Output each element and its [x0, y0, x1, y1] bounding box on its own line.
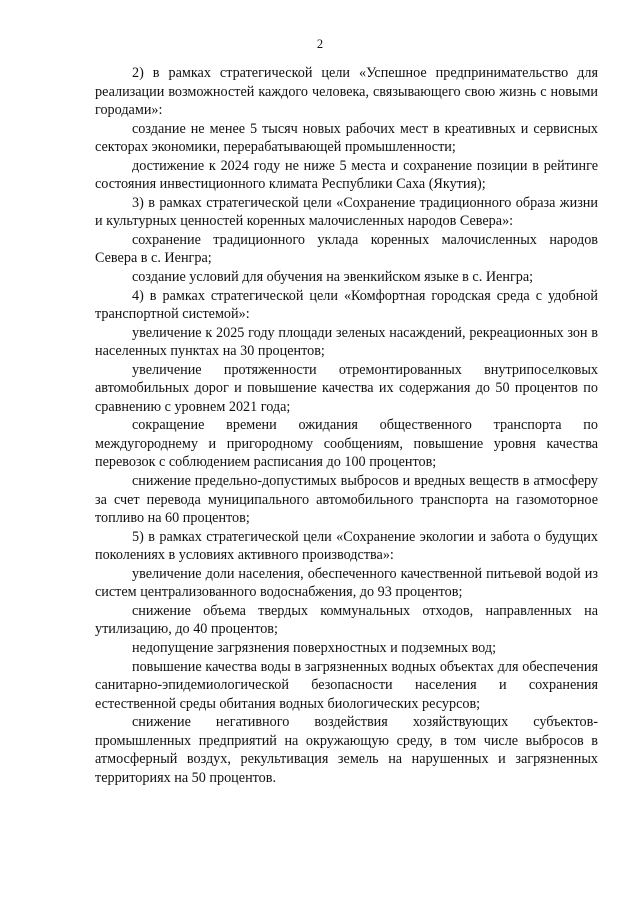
- page-number: 2: [316, 37, 324, 51]
- paragraph-goal-2: 2) в рамках стратегической цели «Успешное предпринимательство для реализации возможностей каждого человека, связывающего свою жизнь с новыми городами»:: [95, 65, 598, 119]
- paragraph-water-pollution: недопущение загрязнения поверхностных и подземных вод;: [132, 639, 497, 656]
- paragraph-transport-waiting: сокращение времени ожидания общественного транспорта по междугороднему и пригородному сообщениям, повышение уровня качества перевозок с соблюдением расписания до 100 процентов;: [95, 417, 598, 471]
- paragraph-water-quality: повышение качества воды в загрязненных водных объектах для обеспечения санитарно-эпидемиологической безопасности населения и сохранения естественной среды обитания водных биологических ресурсов;: [95, 658, 598, 712]
- paragraph-goal-4: 4) в рамках стратегической цели «Комфортная городская среда с удобной транспортной системой»:: [95, 287, 598, 323]
- paragraph-evenki-education: создание условий для обучения на эвенкийском языке в с. Иенгра;: [132, 269, 534, 286]
- paragraph-jobs: создание не менее 5 тысяч новых рабочих мест в креативных и сервисных секторах экономики, перерабатывающей промышленности;: [95, 120, 598, 156]
- paragraph-negative-impact: снижение негативного воздействия хозяйствующих субъектов-промышленных предприятий на окружающую среду, в том числе выбросов в атмосферный воздух, рекультивация земель на нарушенных и загрязненных территориях на 50 процентов.: [95, 714, 598, 786]
- paragraph-goal-3: 3) в рамках стратегической цели «Сохранение традиционного образа жизни и культурных ценностей коренных малочисленных народов Севера»:: [95, 194, 598, 230]
- paragraph-roads: увеличение протяженности отремонтированных внутрипоселковых автомобильных дорог и повышение качества их содержания до 50 процентов по сравнению с уровнем 2021 года;: [95, 361, 598, 415]
- paragraph-drinking-water: увеличение доли населения, обеспеченного качественной питьевой водой из систем централизованного водоснабжения, до 93 процентов;: [95, 565, 598, 601]
- paragraph-goal-5: 5) в рамках стратегической цели «Сохранение экологии и забота о будущих поколениях в условиях активного производства»:: [95, 528, 598, 564]
- document-body: [95, 64, 598, 787]
- paragraph-emissions-transport: снижение предельно-допустимых выбросов и вредных веществ в атмосферу за счет перевода муниципального автомобильного транспорта на газомоторное топливо на 60 процентов;: [95, 473, 598, 527]
- paragraph-traditional-way: сохранение традиционного уклада коренных малочисленных народов Севера в с. Иенгра;: [95, 231, 598, 267]
- paragraph-solid-waste: снижение объема твердых коммунальных отходов, направленных на утилизацию, до 40 процентов;: [95, 602, 598, 638]
- paragraph-investment-rating: достижение к 2024 году не ниже 5 места и сохранение позиции в рейтинге состояния инвестиционного климата Республики Саха (Якутия);: [95, 157, 598, 193]
- paragraph-green-areas: увеличение к 2025 году площади зеленых насаждений, рекреационных зон в населенных пунктах на 30 процентов;: [95, 324, 598, 360]
